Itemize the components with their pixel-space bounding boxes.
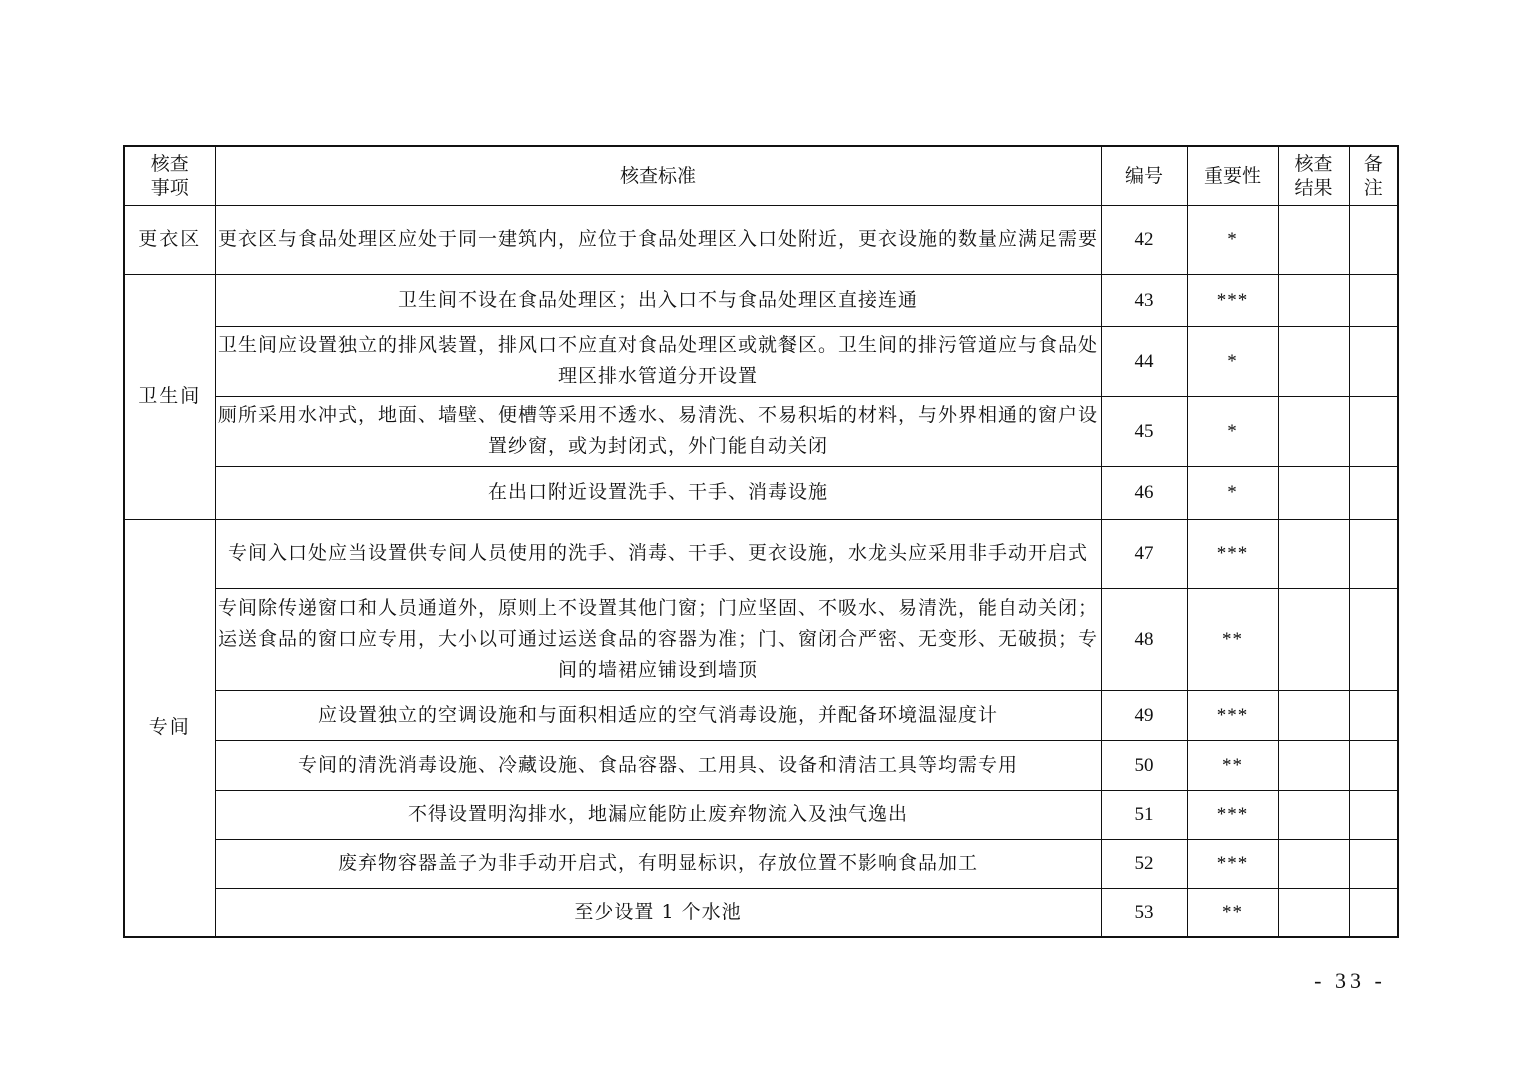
inspection-table	[123, 145, 1399, 938]
header-remark: 备注	[1349, 146, 1398, 205]
number-cell: 42	[1101, 205, 1187, 274]
number-cell: 50	[1101, 740, 1187, 790]
header-number: 编号	[1101, 146, 1187, 205]
result-cell	[1278, 396, 1349, 466]
result-cell	[1278, 690, 1349, 740]
standard-cell: 至少设置 1 个水池	[215, 888, 1101, 937]
importance-cell: *	[1187, 326, 1278, 396]
header-importance: 重要性	[1187, 146, 1278, 205]
number-cell: 49	[1101, 690, 1187, 740]
table-row	[124, 274, 1398, 326]
header-row	[124, 146, 1398, 205]
standard-cell: 废弃物容器盖子为非手动开启式，有明显标识，存放位置不影响食品加工	[215, 839, 1101, 888]
table-row	[124, 888, 1398, 937]
table-row	[124, 396, 1398, 466]
table-row	[124, 839, 1398, 888]
remark-cell	[1349, 690, 1398, 740]
standard-cell: 应设置独立的空调设施和与面积相适应的空气消毒设施，并配备环境温湿度计	[215, 690, 1101, 740]
remark-cell	[1349, 396, 1398, 466]
number-cell: 45	[1101, 396, 1187, 466]
result-cell	[1278, 888, 1349, 937]
result-cell	[1278, 205, 1349, 274]
standard-cell: 卫生间不设在食品处理区；出入口不与食品处理区直接连通	[215, 274, 1101, 326]
number-cell: 53	[1101, 888, 1187, 937]
number-cell: 52	[1101, 839, 1187, 888]
importance-cell: **	[1187, 588, 1278, 690]
result-cell	[1278, 790, 1349, 839]
number-cell: 48	[1101, 588, 1187, 690]
result-cell	[1278, 588, 1349, 690]
importance-cell: ***	[1187, 274, 1278, 326]
category-cell: 更衣区	[124, 205, 215, 274]
remark-cell	[1349, 790, 1398, 839]
standard-cell: 不得设置明沟排水，地漏应能防止废弃物流入及浊气逸出	[215, 790, 1101, 839]
number-cell: 47	[1101, 519, 1187, 588]
number-cell: 46	[1101, 466, 1187, 519]
standard-cell: 更衣区与食品处理区应处于同一建筑内，应位于食品处理区入口处附近，更衣设施的数量应满足需要	[215, 205, 1101, 274]
result-cell	[1278, 519, 1349, 588]
remark-cell	[1349, 466, 1398, 519]
number-cell: 51	[1101, 790, 1187, 839]
result-cell	[1278, 466, 1349, 519]
remark-cell	[1349, 839, 1398, 888]
result-cell	[1278, 839, 1349, 888]
number-cell: 43	[1101, 274, 1187, 326]
standard-cell: 卫生间应设置独立的排风装置，排风口不应直对食品处理区或就餐区。卫生间的排污管道应与食品处理区排水管道分开设置	[215, 326, 1101, 396]
table-row	[124, 588, 1398, 690]
importance-cell: *	[1187, 466, 1278, 519]
result-cell	[1278, 274, 1349, 326]
table-row	[124, 690, 1398, 740]
standard-cell: 专间入口处应当设置供专间人员使用的洗手、消毒、干手、更衣设施，水龙头应采用非手动开启式	[215, 519, 1101, 588]
header-standard: 核查标准	[215, 146, 1101, 205]
table-row	[124, 740, 1398, 790]
standard-cell: 厕所采用水冲式，地面、墙壁、便槽等采用不透水、易清洗、不易积垢的材料，与外界相通的窗户设置纱窗，或为封闭式，外门能自动关闭	[215, 396, 1101, 466]
remark-cell	[1349, 274, 1398, 326]
header-item: 核查事项	[124, 146, 215, 205]
importance-cell: *	[1187, 396, 1278, 466]
remark-cell	[1349, 888, 1398, 937]
standard-cell: 专间除传递窗口和人员通道外，原则上不设置其他门窗；门应坚固、不吸水、易清洗，能自动关闭；运送食品的窗口应专用，大小以可通过运送食品的容器为准；门、窗闭合严密、无变形、无破损；专间的墙裙应铺设到墙顶	[215, 588, 1101, 690]
remark-cell	[1349, 588, 1398, 690]
importance-cell: **	[1187, 740, 1278, 790]
result-cell	[1278, 326, 1349, 396]
number-cell: 44	[1101, 326, 1187, 396]
result-cell	[1278, 740, 1349, 790]
importance-cell: ***	[1187, 519, 1278, 588]
importance-cell: *	[1187, 205, 1278, 274]
standard-cell: 在出口附近设置洗手、干手、消毒设施	[215, 466, 1101, 519]
page-number: - 33 -	[1314, 968, 1386, 993]
remark-cell	[1349, 205, 1398, 274]
remark-cell	[1349, 326, 1398, 396]
remark-cell	[1349, 519, 1398, 588]
table-row	[124, 790, 1398, 839]
importance-cell: ***	[1187, 790, 1278, 839]
importance-cell: **	[1187, 888, 1278, 937]
standard-cell: 专间的清洗消毒设施、冷藏设施、食品容器、工用具、设备和清洁工具等均需专用	[215, 740, 1101, 790]
importance-cell: ***	[1187, 839, 1278, 888]
table-row	[124, 466, 1398, 519]
table-row	[124, 519, 1398, 588]
category-cell: 卫生间	[124, 274, 215, 519]
header-result: 核查结果	[1278, 146, 1349, 205]
importance-cell: ***	[1187, 690, 1278, 740]
remark-cell	[1349, 740, 1398, 790]
table-row	[124, 326, 1398, 396]
table-row	[124, 205, 1398, 274]
category-cell: 专间	[124, 519, 215, 937]
